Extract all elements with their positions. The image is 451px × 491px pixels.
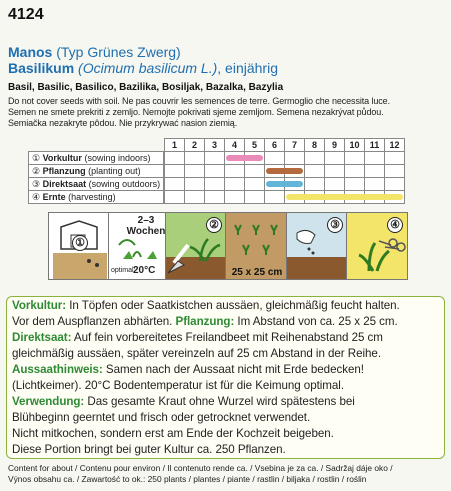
text-verwendung: Das gesamte Kraut ohne Wurzel wird spätestens bei — [84, 395, 355, 408]
calendar-cell — [364, 151, 385, 165]
calendar-cell — [384, 164, 405, 178]
text-direktsaat-2: gleichmäßig aussäen, später vereinzeln auf 25 cm Abstand in der Reihe. — [12, 347, 382, 360]
calendar-period-bar — [266, 168, 303, 174]
month-header-6: 6 — [264, 138, 285, 152]
calendar-row-label — [28, 190, 164, 204]
calendar-row-1 — [28, 151, 416, 165]
calendar-cell — [224, 177, 245, 191]
text-verwendung-2: Blühbeginn geerntet und frisch oder getrocknet verwendet. — [12, 411, 311, 424]
text-aussaathinweis: Samen nach der Aussaat nicht mit Erde bedecken! — [102, 363, 364, 376]
calendar-row-label — [28, 151, 164, 165]
heading-vorkultur: Vorkultur: — [12, 299, 67, 312]
calendar-period-bar — [286, 194, 403, 200]
germination-weeks: 2–3 Wochen — [126, 215, 166, 237]
optimal-label: optimal: — [111, 267, 136, 274]
variety-type: (Typ Grünes Zwerg) — [56, 44, 181, 60]
step-number-1: ① — [72, 235, 88, 251]
calendar-cell — [264, 190, 285, 204]
calendar-cell — [304, 151, 325, 165]
species-suffix: , einjährig — [217, 60, 278, 76]
month-header-4: 4 — [224, 138, 245, 152]
calendar-header-row — [28, 138, 416, 152]
step-number-2: ② — [206, 217, 222, 233]
heading-aussaathinweis: Aussaathinweis: — [12, 363, 103, 376]
month-header-11: 11 — [364, 138, 385, 152]
calendar-cell — [204, 164, 225, 178]
species-title — [8, 60, 278, 76]
calendar-row-2 — [28, 164, 416, 178]
calendar-cell — [364, 177, 385, 191]
month-header-1: 1 — [164, 138, 185, 152]
month-header-5: 5 — [244, 138, 265, 152]
info-line-8 — [12, 411, 310, 424]
text-lichtkeimer: (Lichtkeimer). 20°C Bodentemperatur ist für die Keimung optimal. — [12, 379, 345, 392]
info-line-6 — [12, 379, 344, 392]
info-line-5 — [12, 363, 364, 376]
info-line-7 — [12, 395, 355, 408]
text-vorkultur: In Töpfen oder Saatkistchen aussäen, gleichmäßig feucht halten. — [66, 299, 400, 312]
calendar-cell — [264, 151, 285, 165]
multilang-note-3: Semiačka nezakryte pôdou. Nie przykrywać nasion ziemią. — [8, 118, 238, 128]
calendar-row-title: Pflanzung — [42, 166, 86, 176]
info-line-1 — [12, 299, 400, 312]
month-header-7: 7 — [284, 138, 305, 152]
multilang-note-1: Do not cover seeds with soil. Ne pas couvrir les semences de terre. Germoglio che necessita luce. — [8, 96, 390, 106]
text-portion: Diese Portion bringt bei guter Kultur ca. 250 Pflanzen. — [12, 443, 286, 456]
pictogram-direct-sowing — [286, 212, 348, 280]
pictogram-planting-out — [165, 212, 227, 280]
text-kochzeit: Nicht mitkochen, sondern erst am Ende der Kochzeit beigeben. — [12, 427, 334, 440]
optimal-temperature: 20°C — [133, 265, 156, 276]
pictogram-sowing-indoors — [48, 212, 110, 280]
calendar-cell — [344, 164, 365, 178]
calendar-row-title: Vorkultur — [42, 153, 82, 163]
calendar-cell — [244, 177, 265, 191]
variety-name: Manos — [8, 44, 53, 60]
calendar-cell — [244, 190, 265, 204]
calendar-row-subtitle: (sowing indoors) — [84, 153, 151, 163]
calendar-row-4 — [28, 190, 416, 204]
pictogram-spacing — [225, 212, 287, 280]
calendar-row-number: ④ — [32, 192, 41, 202]
heading-pflanzung: Pflanzung: — [175, 315, 235, 328]
calendar-period-bar — [266, 181, 303, 187]
month-header-10: 10 — [344, 138, 365, 152]
calendar-cell — [384, 177, 405, 191]
calendar-cell — [324, 151, 345, 165]
calendar-cell — [284, 151, 305, 165]
calendar-cell — [164, 151, 185, 165]
calendar-cell — [184, 177, 205, 191]
species-latin: (Ocimum basilicum L.) — [78, 60, 218, 76]
calendar-row-label — [28, 177, 164, 191]
pictogram-harvest — [346, 212, 408, 280]
text-pflanzung: Im Abstand von ca. 25 x 25 cm. — [234, 315, 398, 328]
calendar-cell — [324, 177, 345, 191]
calendar-cell — [364, 164, 385, 178]
calendar-cell — [384, 151, 405, 165]
month-header-3: 3 — [204, 138, 225, 152]
info-line-3 — [12, 331, 383, 344]
info-line-2 — [12, 315, 398, 328]
calendar-cell — [164, 190, 185, 204]
calendar-cell — [184, 164, 205, 178]
calendar-period-bar — [226, 155, 263, 161]
month-header-12: 12 — [384, 138, 405, 152]
step-number-4: ④ — [387, 217, 403, 233]
calendar-cell — [344, 151, 365, 165]
text-direktsaat: Auf fein vorbereitetes Freilandbeet mit Reihenabstand 25 cm — [71, 331, 383, 344]
calendar-cell — [204, 151, 225, 165]
info-line-4 — [12, 347, 381, 360]
pictogram-germination — [108, 212, 170, 280]
text-harden: Vor dem Auspflanzen abhärten. — [12, 315, 176, 328]
calendar-cell — [204, 190, 225, 204]
month-header-9: 9 — [324, 138, 345, 152]
calendar-row-number: ③ — [32, 179, 41, 189]
calendar-row-title: Direktsaat — [42, 179, 87, 189]
calendar-cell — [324, 164, 345, 178]
article-number: 4124 — [8, 6, 44, 23]
calendar-cell — [304, 164, 325, 178]
calendar-cell — [164, 177, 185, 191]
spacing-label: 25 x 25 cm — [231, 267, 283, 278]
calendar-row-title: Ernte — [42, 192, 66, 202]
calendar-row-subtitle: (sowing outdoors) — [88, 179, 161, 189]
calendar-cell — [224, 190, 245, 204]
calendar-cell — [224, 164, 245, 178]
instructions-box — [6, 296, 445, 459]
month-header-8: 8 — [304, 138, 325, 152]
calendar-cell — [244, 164, 265, 178]
calendar-cell — [204, 177, 225, 191]
multilang-note-2: Semen ne smete prekriti z zemljo. Nemojte pokrivati sjeme zemljom. Semena nezakrývat půdou. — [8, 107, 384, 117]
calendar-row-subtitle: (harvesting) — [68, 192, 116, 202]
other-language-names: Basil, Basilic, Basilico, Bazilika, Bosiljak, Bazalka, Bazylia — [8, 82, 284, 93]
step-number-3: ③ — [327, 217, 343, 233]
calendar-row-number: ② — [32, 166, 41, 176]
calendar-row-3 — [28, 177, 416, 191]
calendar-row-label — [28, 164, 164, 178]
heading-direktsaat: Direktsaat: — [12, 331, 72, 344]
month-header-2: 2 — [184, 138, 205, 152]
calendar-row-number: ① — [32, 153, 41, 163]
info-line-9 — [12, 427, 334, 440]
species-name: Basilikum — [8, 60, 75, 76]
calendar-cell — [164, 164, 185, 178]
calendar-cell — [184, 190, 205, 204]
calendar-cell — [184, 151, 205, 165]
calendar-cell — [344, 177, 365, 191]
calendar-cell — [304, 177, 325, 191]
variety-title — [8, 44, 181, 60]
footer-content-line-1: Content for about / Contenu pour environ / Il contenuto rende ca. / Vsebina je za ca. / Sadržaj dáje oko / — [8, 463, 393, 473]
footer-content-line-2: Výnos obsahu ca. / Zawartość to ok.: 250 plants / plantes / piante / rastlin / biljaka / rostlin / roślin — [8, 474, 367, 484]
info-line-10 — [12, 443, 286, 456]
heading-verwendung: Verwendung: — [12, 395, 85, 408]
calendar-row-subtitle: (planting out) — [88, 166, 141, 176]
